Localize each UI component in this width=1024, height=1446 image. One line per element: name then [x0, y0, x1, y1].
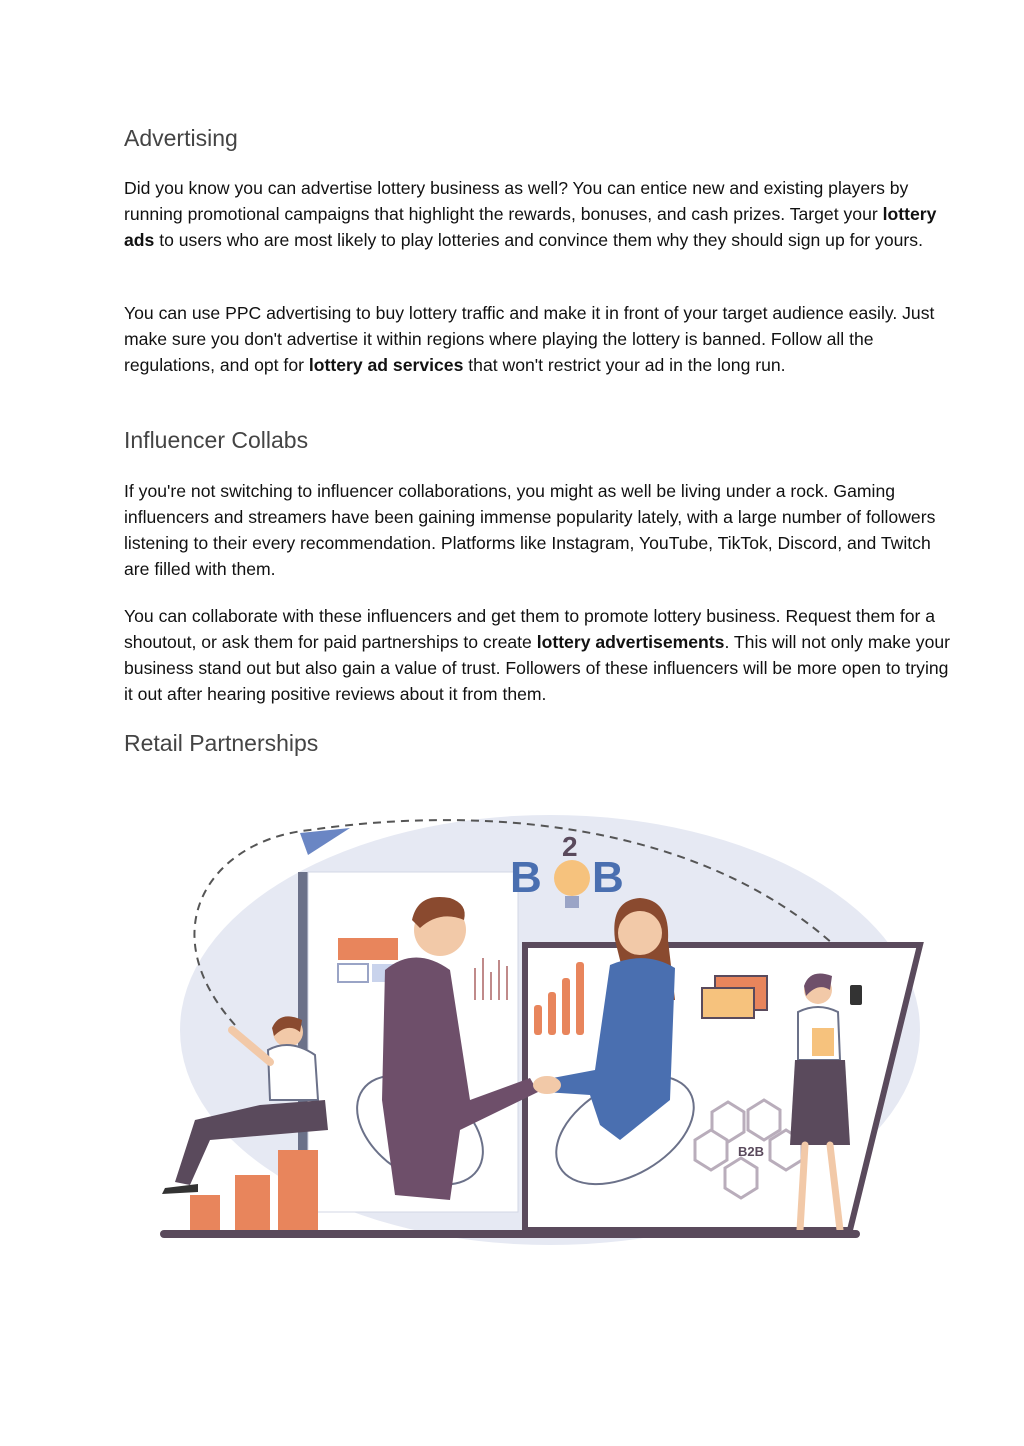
heading-advertising: Advertising: [124, 125, 238, 151]
bold-lottery-ads: lottery ads: [124, 204, 937, 250]
floor-line: [160, 1230, 860, 1238]
paper-plane-icon: [300, 828, 350, 855]
phone-icon: [850, 985, 862, 1005]
paragraph-influencer-1: If you're not switching to influencer collaborations, you might as well be living under a rock. Gaming influencers and streamers have been gaining immense popularity lately, with a large number of followers listening to their every recommendation. Platforms like Instagram, YouTube, TikTok, Discord, and Twitch are filled with them.: [124, 481, 936, 579]
paragraph-advertising-1: Did you know you can advertise lottery business as well? You can entice new and existing players by running promotional campaigns that highlight the rewards, bonuses, and cash prizes. Target your lottery ads to users who are most likely to play lotteries and convince them why they should sign up for yours.: [124, 178, 937, 250]
orange-blocks: [190, 1150, 318, 1235]
paragraph-influencer-2: You can collaborate with these influencers and get them to promote lottery business. Request them for a shoutout, or ask them for paid partnerships to create lottery advertisements. This will not only make your business stand out but also gain a value of trust. Followers of these influencers will be more open to trying it out after hearing positive reviews about it from them.: [124, 606, 951, 704]
b2b-partnership-illustration: [150, 800, 940, 1250]
chart-block-orange: [338, 938, 398, 960]
heading-influencer-collabs: Influencer Collabs: [124, 427, 309, 453]
chart-block-outline: [338, 964, 368, 982]
hex-b2b-label: B2B: [738, 1144, 765, 1159]
paragraph-advertising-2: You can use PPC advertising to buy lottery traffic and make it in front of your target audience easily. Just make sure you don't advertise it within regions where playing the lottery is banned. Follow all the regulations, and opt for lottery ad services that won't restrict your ad in the long run.: [124, 303, 935, 375]
b2b-logo-superscript: 2: [562, 831, 578, 862]
bold-lottery-ad-services: lottery ad services: [308, 355, 464, 375]
b2b-logo-left: B: [510, 853, 542, 902]
handshake: [533, 1076, 561, 1094]
message-bubble-yellow: [702, 988, 754, 1018]
bold-lottery-advertisements: lottery advertisements: [536, 632, 725, 652]
b2b-logo-right: B: [592, 853, 624, 902]
lightbulb-base: [565, 896, 579, 908]
heading-retail-partnerships: Retail Partnerships: [124, 730, 319, 756]
lightbulb-icon: [554, 860, 590, 896]
